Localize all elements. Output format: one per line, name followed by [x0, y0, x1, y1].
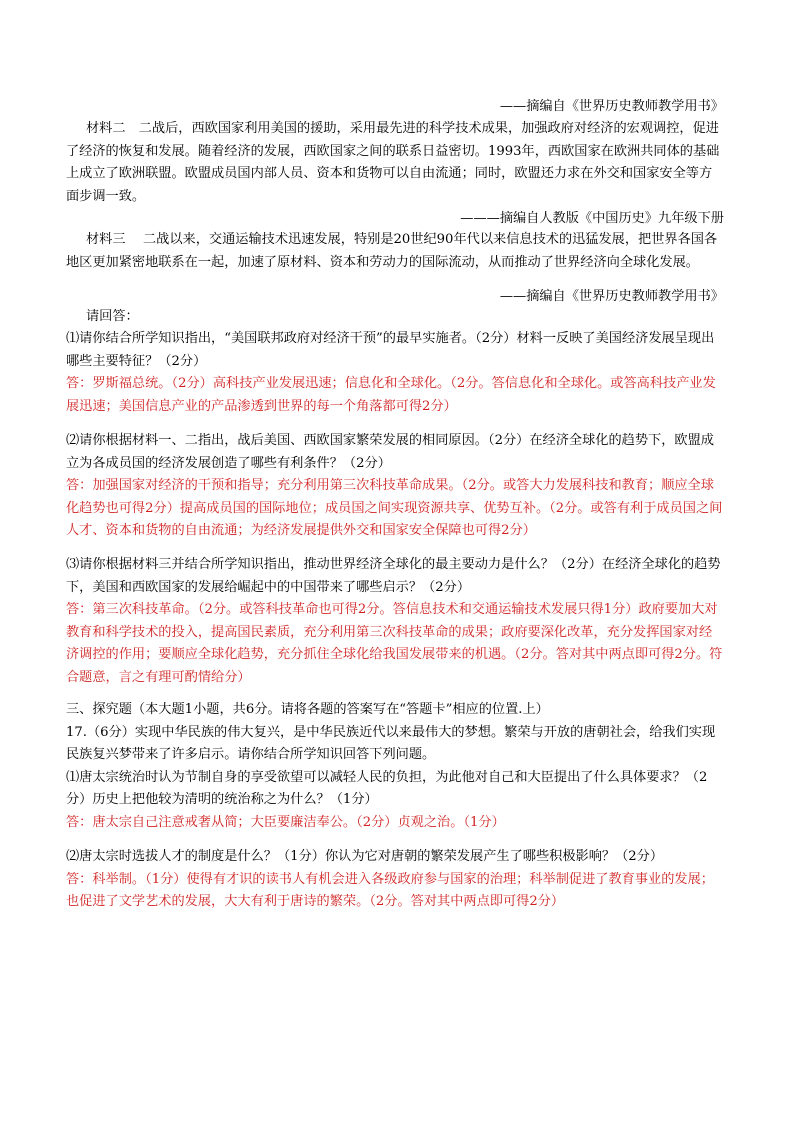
question-2-text: ⑵请你根据材料一、二指出，战后美国、西欧国家繁荣发展的相同原因。（2分）在经济全球化的趋势下，欧盟成立为各成员国的经济发展创造了哪些有利条件？（2分） — [66, 433, 714, 471]
question-2 — [66, 430, 724, 543]
source-line-2: ———摘编自人教版《中国历史》九年级下册 — [460, 211, 724, 226]
question-17-1-text: ⑴唐太宗统治时认为节制自身的享受欲望可以减轻人民的负担，为此他对自己和大臣提出了什么具体要求？（2分）历史上把他较为清明的统治称之为什么？（1分） — [66, 769, 708, 807]
answer-17-1-text: 答：唐太宗自己注意戒奢从简；大臣要廉洁奉公。（2分）贞观之治。（1分） — [66, 814, 505, 830]
answer-1-text: 答：罗斯福总统。（2分）高科技产业发展迅速；信息化和全球化。（2分。答信息化和全球化。或答高科技产业发展迅速；美国信息产业的产品渗透到世界的每一个角落都可得2分） — [66, 376, 716, 414]
answer-17-2-text: 答：科举制。（1分）使得有才识的读书人有机会进入各级政府参与国家的治理；科举制促进了教育事业的发展；也促进了文学艺术的发展，大大有利于唐诗的繁荣。（2分。答对其中两点即可得2分） — [66, 871, 714, 909]
question-1 — [66, 328, 724, 418]
answer-3-text: 答：第三次科技革命。（2分。或答科技革命也可得2分。答信息技术和交通运输技术发展只得1分）政府要加大对教育和科学技术的投入，提高国民素质，充分利用第三次科技革命的成果；政府要深化改革，充分发挥国家对经济调控的作用；要顺应全球化趋势，充分抓住全球化给我国发展带来的机遇。（2分。答对其中两点即可得2分。符合题意，言之有理可酌情给分） — [66, 602, 723, 685]
source-line-3: ——摘编自《世界历史教师教学用书》 — [499, 289, 724, 304]
question-17-2-text: ⑵唐太宗时选拔人才的制度是什么？（1分）你认为它对唐朝的繁荣发展产生了哪些积极影响？（2分） — [66, 849, 664, 864]
question-17-2 — [66, 846, 724, 914]
question-3-text: ⑶请你根据材料三并结合所学知识指出，推动世界经济全球化的最主要动力是什么？（2分）在经济全球化的趋势下，美国和西欧国家的发展给崛起中的中国带来了哪些启示？（2分） — [66, 557, 721, 595]
material-two-text: 材料二 二战后，西欧国家利用美国的援助，采用最先进的科学技术成果，加强政府对经济的宏观调控，促进了经济的恢复和发展。随着经济的发展，西欧国家之间的联系日益密切。1993年，西欧国家在欧洲共同体的基础上成立了欧洲联盟。欧盟成员国内部人员、资本和货物可以自由流通；同时，欧盟还力求在外交和国家安全等方面步调一致。 — [66, 121, 720, 204]
prompt-label: 请回答： — [86, 309, 139, 324]
answer-2-text: 答：加强国家对经济的干预和指导；充分利用第三次科技革命成果。（2分。或答大力发展科技和教育；顺应全球化趋势也可得2分）提高成员国的国际地位；成员国之间实现资源共享、优势互补。（2分。或答有利于成员国之间人才、资本和货物的自由流通；为经济发展提供外交和国家安全保障也可得2分） — [66, 478, 723, 538]
material-three — [66, 229, 724, 274]
material-two — [66, 118, 724, 208]
source-line-1: ——摘编自《世界历史教师教学用书》 — [499, 99, 724, 114]
section-three — [66, 699, 724, 834]
material-three-text: 材料三 二战以来，交通运输技术迅速发展，特别是20世纪90年代以来信息技术的迅猛发展，把世界各国各地区更加紧密地联系在一起，加速了原材料、资本和劳动力的国际流动，从而推动了世界经济向全球化发展。 — [66, 232, 718, 270]
question-17-intro: 17.（6分）实现中华民族的伟大复兴，是中华民族近代以来最伟大的梦想。繁荣与开放的唐朝社会，给我们实现民族复兴梦带来了许多启示。请你结合所学知识回答下列问题。 — [66, 724, 716, 762]
section-three-heading: 三、探究题（本大题1小题，共6分。请将各题的答案写在“答题卡”相应的位置.上） — [66, 702, 549, 717]
question-1-text: ⑴请你结合所学知识指出，“美国联邦政府对经济干预”的最早实施者。（2分）材料一反映了美国经济发展呈现出哪些主要特征？（2分） — [66, 331, 715, 369]
question-3 — [66, 554, 724, 689]
prompt-text — [66, 306, 724, 329]
